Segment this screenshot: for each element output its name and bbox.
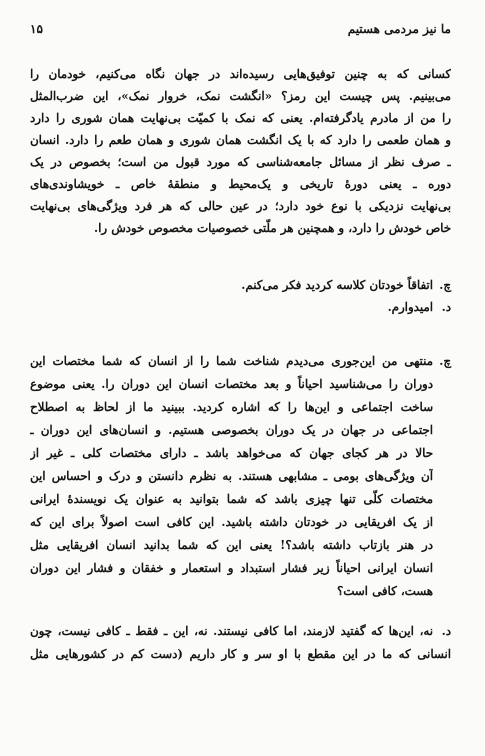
question-line: در هنر بازتاب داشته باشد؟! یعنی این که شما بدانید انسان افریقایی مثل [30, 538, 433, 552]
paragraph-line: ـ صرف نظر از مسائل جامعه‌شناسی که مورد قبول من است؛ بخصوص در یک [30, 155, 451, 169]
question-line: آن ویژگی‌های بومی ـ مشابهی هستند. به نظرم دانستن و درک و احساس این [30, 469, 433, 483]
question-line: انسان ایرانی احیاناً زیر فشار استبداد و استعمار و خفقان و فشار این دوران [30, 561, 433, 575]
question-line: هست، کافی است؟ [336, 584, 433, 598]
paragraph-line: بی‌نهایت نزدیکی با نوع خود دارد؛ در عین حالی که هر فرد ویژگی‌های بی‌نهایت [30, 199, 451, 213]
question-line: حالا در هر کجای جهان که می‌خواهد باشد ـ دارای مختصات کلی ـ غیر از [30, 446, 433, 460]
paragraph-line: می‌بینیم. پس چیست این رمز؟ «انگشت نمک، خروار نمک»، این ضرب‌المثل [30, 89, 451, 103]
answer-line: انسانی که ما در این مقطع با او سر و کار داریم (دست کم در کشورهایی مثل [30, 647, 451, 661]
answer-line: نه، این‌ها که گفتید لازمند، اما کافی نیستند. نه، این ـ فقط ـ کافی نیست، چون [30, 624, 433, 638]
question-line: مختصات کلّی تنها چیزی باشد که شما بتوانید به عنوان یک نویسندهٔ ایرانی [30, 492, 433, 506]
paragraph-line: را من از مادرم یادگرفته‌ام. یعنی که نمک با کمیّت بی‌نهایت همان شوری را دارد [30, 111, 451, 125]
speaker-marker: د. [441, 300, 451, 314]
speaker-marker: د. [441, 624, 451, 638]
question-line: منتهی من این‌جوری می‌دیدم شناخت شما را از انسان که شما مختصات این [30, 354, 433, 368]
question-line: از یک افریقایی در خودتان داشته باشید. این کافی است اصولاً برای این که [30, 515, 433, 529]
question-line: اجتماعی در جهان در یک دوران بخصوصی هستیم. و انسان‌های این دوران ـ [30, 423, 433, 437]
paragraph-line: و همان طعمی را دارد که با یک انگشت همان شوری و همان طعم را دارد. انسان [30, 133, 451, 147]
paragraph-line: دوره ـ یعنی دورهٔ تاریخی و یک‌محیط و منطقهٔ خاص ـ خویشاوندی‌های [30, 177, 451, 191]
page-header [30, 22, 451, 40]
dialogue-line: امیدوارم. [387, 300, 433, 314]
speaker-marker: چ. [439, 278, 451, 292]
paragraph-line: کسانی که به چنین توفیق‌هایی رسیده‌اند در جهان نگاه می‌کنیم، خودمان را [30, 67, 451, 81]
speaker-marker: چ. [439, 354, 451, 368]
page-number: ۱۵ [30, 22, 43, 36]
question-line: ساخت اجتماعی و این‌ها را که اشاره کردید. ببینید ما از لحاظ به اصطلاح [30, 400, 433, 414]
running-title: ما نیز مردمی هستیم [347, 22, 451, 36]
question-line: دوران را می‌شناسید احیاناً و بعد مختصات انسان این دوران را. یعنی موضوع [30, 377, 433, 391]
dialogue-line: اتفاقاً خودتان کلاسه کردید فکر می‌کنم. [241, 278, 433, 292]
paragraph-line: خاص خودش را دارد، و همچنین هر ملّتی خصوصیات مخصوص خودش را. [94, 221, 451, 235]
